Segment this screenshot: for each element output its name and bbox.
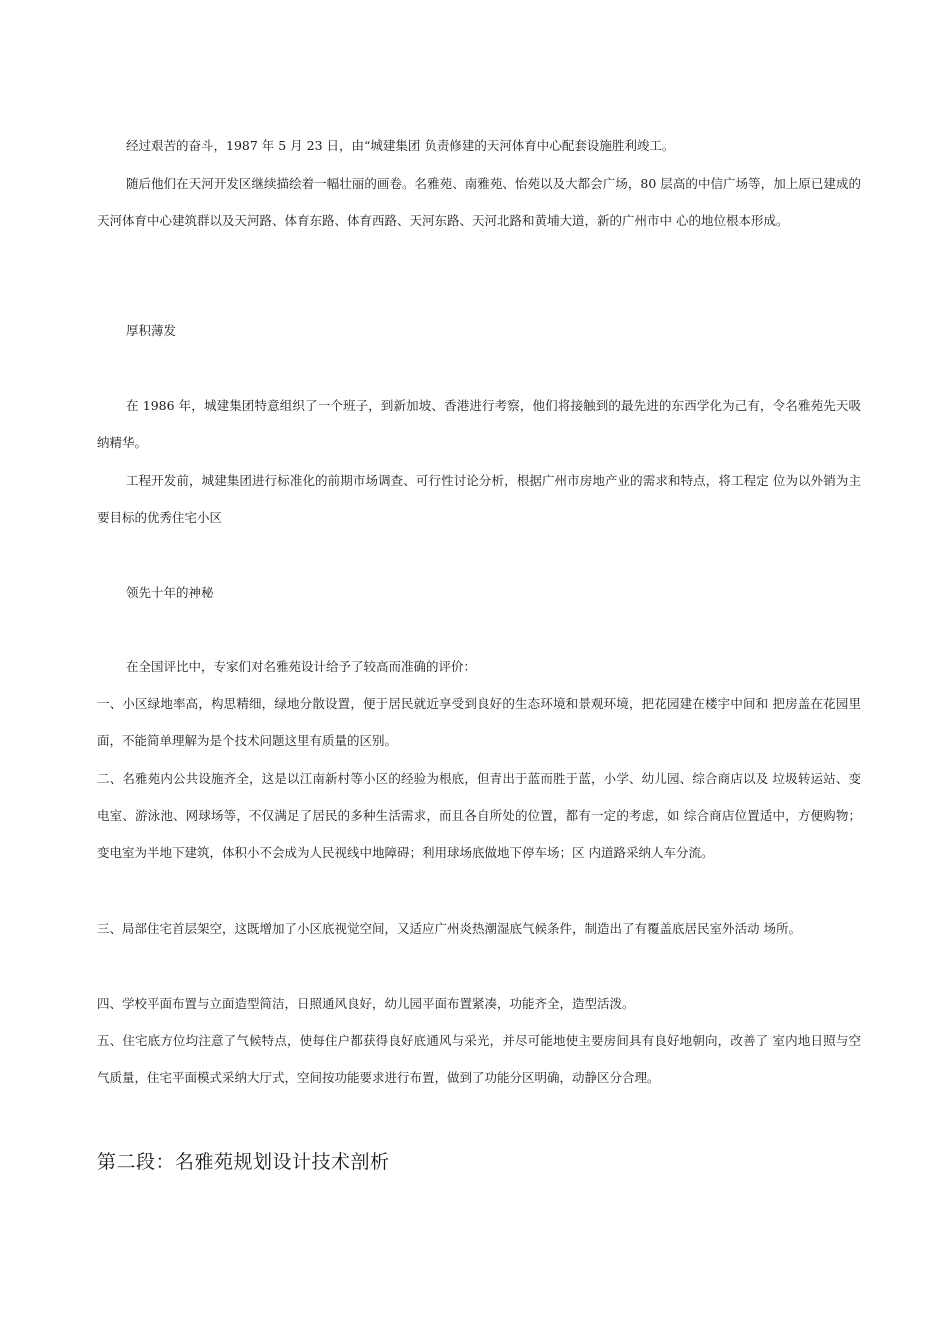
paragraph-completion: 经过艰苦的奋斗，1987 年 5 月 23 日，由“城建集团 负责修建的天河体育中心配套设施胜利竣工。 [126, 138, 675, 153]
section-title: 第二段：名雅苑规划设计技术剖析 [97, 1151, 390, 1173]
list-item-public-facilities: 二、名雅苑内公共设施齐全，这是以江南新村等小区的经验为根底，但青出于蓝而胜于蓝，小学、幼儿园、综合商店以及 垃圾转运站、变电室、游泳池、网球场等，不仅满足了居民的多种生活需求，而且各自所处的位置，都有一定的考虑，如 综合商店位置适中，方便购物；变电室为半地下建筑，体积小不会成为人民视线中地障碍；利用球场底做地下停车场；区 内道路采纳人车分流。 [97, 771, 861, 860]
list-item-orientation: 五、住宅底方位均注意了气候特点，使每住户都获得良好底通风与采光，并尽可能地使主要房间具有良好地朝向，改善了 室内地日照与空气质量，住宅平面模式采纳大厅式，空间按功能要求进行布置，做到了功能分区明确，动静区分合理。 [97, 1033, 861, 1085]
paragraph-market-research: 工程开发前，城建集团进行标准化的前期市场调查、可行性讨论分析，根据广州市房地产业的需求和特点，将工程定 位为以外销为主要目标的优秀住宅小区 [97, 473, 861, 525]
paragraph-national-evaluation: 在全国评比中，专家们对名雅苑设计给予了较高而准确的评价： [126, 659, 477, 674]
paragraph-tianhe-development: 随后他们在天河开发区继续描绘着一幅壮丽的画卷。名雅苑、南雅苑、怡苑以及大都会广场，80 层高的中信广场等，加上原已建成的天河体育中心建筑群以及天河路、体育东路、体育西路、天河东路、天河北路和黄埔大道，新的广州市中 心的地位根本形成。 [97, 176, 861, 228]
paragraph-1986-study: 在 1986 年，城建集团特意组织了一个班子，到新加坡、香港进行考察，他们将接触到的最先进的东西学化为己有，令名雅苑先天吸纳精华。 [97, 398, 861, 450]
list-item-school-layout: 四、学校平面布置与立面造型简洁，日照通风良好，幼儿园平面布置紧凑，功能齐全，造型活泼。 [97, 996, 635, 1011]
list-item-elevated-ground-floor: 三、局部住宅首层架空，这既增加了小区底视觉空间，又适应广州炎热潮湿底气候条件，制造出了有覆盖底居民室外活动 场所。 [97, 921, 801, 936]
subheading-ten-years-ahead: 领先十年的神秘 [126, 585, 214, 600]
subheading-houji-bofa: 厚积薄发 [126, 323, 177, 338]
list-item-greenery: 一、小区绿地率高，构思精细，绿地分散设置，便于居民就近享受到良好的生态环境和景观环境，把花园建在楼宇中间和 把房盖在花园里面，不能简单理解为是个技术问题这里有质量的区别。 [97, 696, 861, 748]
